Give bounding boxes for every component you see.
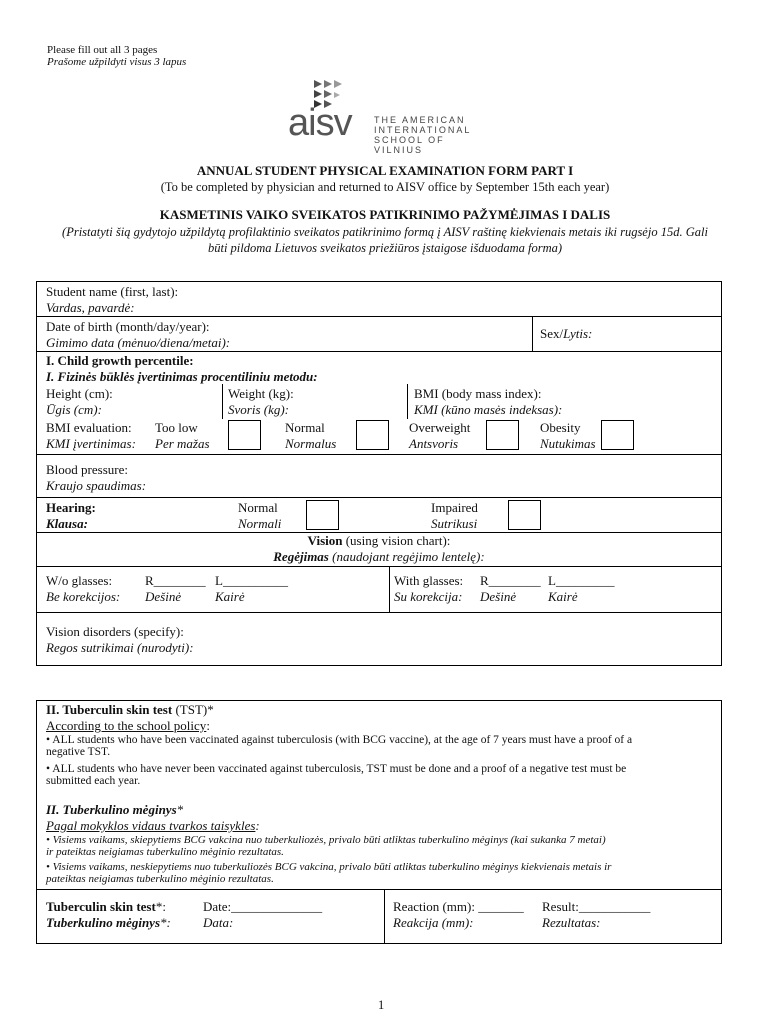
- growth-title-en: I. Child growth percentile:: [46, 353, 194, 368]
- too-low-label: [155, 420, 210, 452]
- tst-bullet-1-lt-line-2: ir pateiktas neigiamas tuberkulino mėginio rezultatas.: [46, 846, 284, 858]
- sex-label-lt: Lytis:: [563, 326, 593, 341]
- tst-bullet-2-lt-line-1: • Visiems vaikams, neskiepytiems nuo tuberkuliozės BCG vakcina, privalo būti atliktas tuberkulino mėginys kiekvienais metais ir: [46, 861, 612, 873]
- hearing-impaired-checkbox[interactable]: [508, 500, 541, 530]
- wo-glasses-left-blank: L__________: [215, 573, 288, 588]
- form-title-en: ANNUAL STUDENT PHYSICAL EXAMINATION FORM PART I: [196, 163, 574, 178]
- with-glasses-lt: Su korekcija:: [394, 589, 463, 604]
- tst-bullet-2-lt-line-2: pateiktas neigiamas tuberkulino mėginio rezultatas.: [46, 873, 274, 885]
- hearing-en: Hearing:: [46, 500, 96, 515]
- vision-disorders-en: Vision disorders (specify):: [46, 624, 184, 639]
- tst-title-en-rest: (TST)*: [172, 702, 214, 717]
- form-subtitle-en: (To be completed by physician and returned to AISV office by September 15th each year): [160, 180, 610, 194]
- logo-school-name: [374, 115, 488, 155]
- sex-field[interactable]: [540, 326, 592, 342]
- tst-label-lt: Tuberkulino mėginys: [46, 915, 161, 930]
- wo-glasses-left-field[interactable]: [215, 573, 288, 605]
- with-glasses-label: [394, 573, 463, 605]
- hearing-normal-lt: Normali: [238, 516, 282, 531]
- tst-reaction-lt: Reakcija (mm):: [393, 915, 474, 930]
- top-note-en: Please fill out all 3 pages: [47, 44, 158, 56]
- top-note-lt: Prašome užpildyti visus 3 lapus: [47, 56, 187, 68]
- school-logo: [288, 78, 488, 155]
- height-label-en: Height (cm):: [46, 386, 113, 401]
- hearing-normal-label: [238, 500, 281, 532]
- wo-glasses-right-blank: R________: [145, 573, 206, 588]
- wo-glasses-right-field[interactable]: [145, 573, 206, 605]
- tst-reaction-field[interactable]: [393, 899, 524, 931]
- with-glasses-right-lt: Dešinė: [480, 589, 517, 604]
- dob-label-lt: Gimimo data (mėnuo/diena/metai):: [46, 335, 231, 350]
- too-low-lt: Per mažas: [155, 436, 210, 451]
- wo-glasses-label: [46, 573, 120, 605]
- tst-bullet-1-lt: [46, 834, 606, 858]
- tst-bullet-1-en-line-2: negative TST.: [46, 746, 111, 758]
- tst-policy-en-text: According to the school policy: [46, 718, 207, 733]
- obesity-checkbox[interactable]: [601, 420, 634, 450]
- logo-line-2: INTERNATIONAL: [374, 125, 472, 135]
- dob-label-en: Date of birth (month/day/year):: [46, 319, 210, 334]
- student-name-field[interactable]: [46, 284, 178, 316]
- dob-field[interactable]: [46, 319, 230, 351]
- vision-title-en: Vision: [307, 533, 343, 548]
- overweight-checkbox[interactable]: [486, 420, 519, 450]
- obesity-label: [540, 420, 596, 452]
- growth-title-lt: I. Fizinės būklės įvertinimas procentiliniu metodu:: [46, 369, 318, 384]
- tst-bullet-2-lt: [46, 861, 611, 885]
- bmi-field[interactable]: [414, 386, 562, 418]
- hearing-label: [46, 500, 96, 532]
- bmi-label-en: BMI (body mass index):: [414, 386, 542, 401]
- too-low-en: Too low: [155, 420, 198, 435]
- overweight-label: [409, 420, 470, 452]
- tst-title-en-bold: II. Tuberculin skin test: [46, 702, 173, 717]
- impaired-en: Impaired: [431, 500, 478, 515]
- tst-title-lt-text: II. Tuberkulino mėginys: [46, 802, 177, 817]
- tst-title-en: [46, 702, 214, 718]
- weight-field[interactable]: [228, 386, 294, 418]
- impaired-lt: Sutrikusi: [431, 516, 478, 531]
- wo-glasses-right-lt: Dešinė: [145, 589, 182, 604]
- tst-bullet-1-en-line-1: • ALL students who have been vaccinated against tuberculosis (with BCG vaccine), at the age of 7 years must have a proof of a: [46, 734, 633, 746]
- hearing-normal-en: Normal: [238, 500, 278, 515]
- sex-label-en: Sex/: [540, 326, 564, 341]
- logo-wordmark: aisv: [288, 102, 352, 144]
- top-note: [47, 44, 186, 68]
- normal-label: [285, 420, 336, 452]
- vision-title-en-rest: (using vision chart):: [342, 533, 451, 548]
- wo-glasses-left-lt: Kairė: [215, 589, 245, 604]
- tst-bullet-1-lt-line-1: • Visiems vaikams, skiepytiems BCG vakcina nuo tuberkuliozės, privalo būti atliktas tuberkulino mėginys (kai sukanka 7 metai): [46, 834, 606, 846]
- wo-glasses-en: W/o glasses:: [46, 573, 113, 588]
- weight-label-lt: Svoris (kg):: [228, 402, 290, 417]
- vision-title: [36, 533, 722, 565]
- hearing-normal-checkbox[interactable]: [306, 500, 339, 530]
- overweight-en: Overweight: [409, 420, 471, 435]
- with-glasses-en: With glasses:: [394, 573, 464, 588]
- tst-date-field[interactable]: [203, 899, 322, 931]
- overweight-lt: Antsvoris: [409, 436, 459, 451]
- tst-bullet-1-en: [46, 734, 632, 758]
- tst-result-en: Result:___________: [542, 899, 651, 914]
- tst-policy-en: According to the school policy:: [46, 718, 210, 733]
- bmi-eval-label: [46, 420, 136, 452]
- bmi-eval-label-lt: KMI įvertinimas:: [46, 436, 136, 451]
- vision-title-lt: Regėjimas: [273, 549, 329, 564]
- with-glasses-right-blank: R________: [480, 573, 541, 588]
- tst-bullet-2-en: [46, 763, 626, 787]
- tst-label: Tuberculin skin test*: Tuberkulino mėginys*:: [46, 899, 171, 930]
- vision-disorders-lt: Regos sutrikimai (nurodyti):: [46, 640, 194, 655]
- logo-line-3: SCHOOL OF VILNIUS: [374, 135, 445, 155]
- student-name-label-en: Student name (first, last):: [46, 284, 179, 299]
- tst-bullet-2-en-line-1: • ALL students who have never been vaccinated against tuberculosis, TST must be done and a proof of a negative test must be: [46, 763, 627, 775]
- student-name-label-lt: Vardas, pavardė:: [46, 300, 135, 315]
- tst-result-lt: Rezultatas:: [542, 915, 601, 930]
- too-low-checkbox[interactable]: [228, 420, 261, 450]
- bp-label-lt: Kraujo spaudimas:: [46, 478, 147, 493]
- tst-date-lt: Data:: [203, 915, 234, 930]
- tst-policy-lt-text: Pagal mokyklos vidaus tvarkos taisykles: [46, 818, 256, 833]
- form-title-lt: KASMETINIS VAIKO SVEIKATOS PATIKRINIMO PAŽYMĖJIMAS I DALIS: [159, 207, 611, 222]
- tst-label-en: Tuberculin skin test: [46, 899, 156, 914]
- weight-label-en: Weight (kg):: [228, 386, 294, 401]
- bmi-eval-label-en: BMI evaluation:: [46, 420, 132, 435]
- tst-reaction-en: Reaction (mm): _______: [393, 899, 524, 914]
- page-number: 1: [378, 998, 385, 1012]
- normal-checkbox[interactable]: [356, 420, 389, 450]
- tst-date-en: Date:______________: [203, 899, 323, 914]
- obesity-en: Obesity: [540, 420, 581, 435]
- normal-en: Normal: [285, 420, 325, 435]
- normal-lt: Normalus: [285, 436, 337, 451]
- height-field[interactable]: [46, 386, 113, 418]
- vision-title-lt-rest: (naudojant regėjimo lentelę):: [328, 549, 485, 564]
- bmi-label-lt: KMI (kūno masės indeksas):: [414, 402, 563, 417]
- hearing-impaired-label: [431, 500, 478, 532]
- logo-line-1: THE AMERICAN: [374, 115, 466, 125]
- tst-bullet-2-en-line-2: submitted each year.: [46, 775, 141, 787]
- with-glasses-right-field[interactable]: [480, 573, 541, 605]
- form-subtitle-lt-1: (Pristatyti šią gydytojo užpildytą profilaktinio sveikatos patikrinimo formą į AISV raštinę kiekvienais metais iki rugsėjo 15d. Gali: [62, 225, 708, 239]
- height-label-lt: Ūgis (cm):: [46, 402, 102, 417]
- with-glasses-left-field[interactable]: [548, 573, 614, 605]
- tst-policy-lt: Pagal mokyklos vidaus tvarkos taisykles:: [46, 818, 260, 833]
- tst-result-field[interactable]: [542, 899, 650, 931]
- form-subtitle-lt-2: būti pildoma Lietuvos sveikatos priežiūros įstaigose išduodama forma): [207, 241, 563, 255]
- with-glasses-left-lt: Kairė: [548, 589, 578, 604]
- obesity-lt: Nutukimas: [540, 436, 596, 451]
- hearing-lt: Klausa:: [46, 516, 88, 531]
- wo-glasses-lt: Be korekcijos:: [46, 589, 121, 604]
- bp-label-en: Blood pressure:: [46, 462, 128, 477]
- with-glasses-left-blank: L_________: [548, 573, 615, 588]
- blood-pressure-field[interactable]: [46, 462, 146, 494]
- tst-title-lt: II. Tuberkulino mėginys*: [46, 802, 184, 817]
- vision-disorders-field[interactable]: [46, 624, 194, 656]
